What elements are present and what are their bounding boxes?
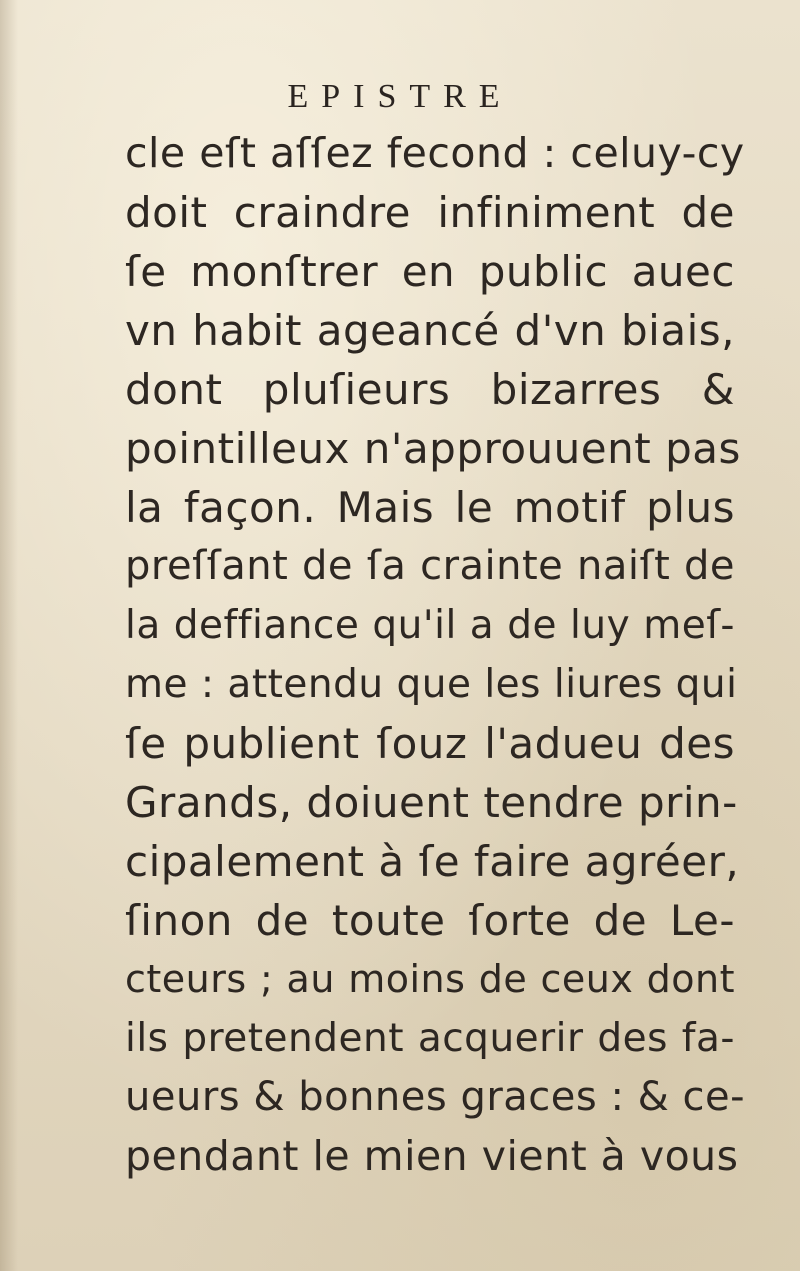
text-line: pendant le mien vient à vous (125, 1132, 739, 1180)
text-line: cle eſt aſſez fecond : celuy-cy (125, 129, 745, 177)
text-line: ſe publient ſouz l'adueu des (125, 719, 735, 768)
text-line: ſinon de toute ſorte de Le- (125, 896, 735, 945)
text-line: Grands, doiuent tendre prin- (125, 778, 738, 827)
text-line: pointilleux n'approuuent pas (125, 424, 741, 473)
text-line: dont pluſieurs bizarres & (125, 365, 735, 414)
running-head: EPISTRE (287, 78, 513, 115)
text-line: la deffiance qu'il a de luy meſ- (125, 603, 735, 648)
text-line: cipalement à ſe faire agréer, (125, 837, 740, 886)
text-line: la façon. Mais le motif plus (125, 483, 735, 532)
text-line: ueurs & bonnes graces : & ce- (125, 1074, 746, 1120)
text-line: me : attendu que les liures qui (125, 662, 738, 707)
text-line: doit craindre infiniment de (125, 188, 735, 237)
text-line: preſſant de ſa crainte naiſt de (125, 543, 735, 589)
text-line: ctеurs ; au moins de ceux dont (125, 957, 735, 1001)
text-line: ſe monſtrer en public auec (125, 247, 735, 296)
text-line: vn habit ageancé d'vn biais, (125, 306, 735, 355)
body-text (125, 124, 745, 1186)
page-gutter-shadow (0, 0, 18, 1271)
text-line: ils pretendent acquerir des fa- (125, 1016, 735, 1061)
